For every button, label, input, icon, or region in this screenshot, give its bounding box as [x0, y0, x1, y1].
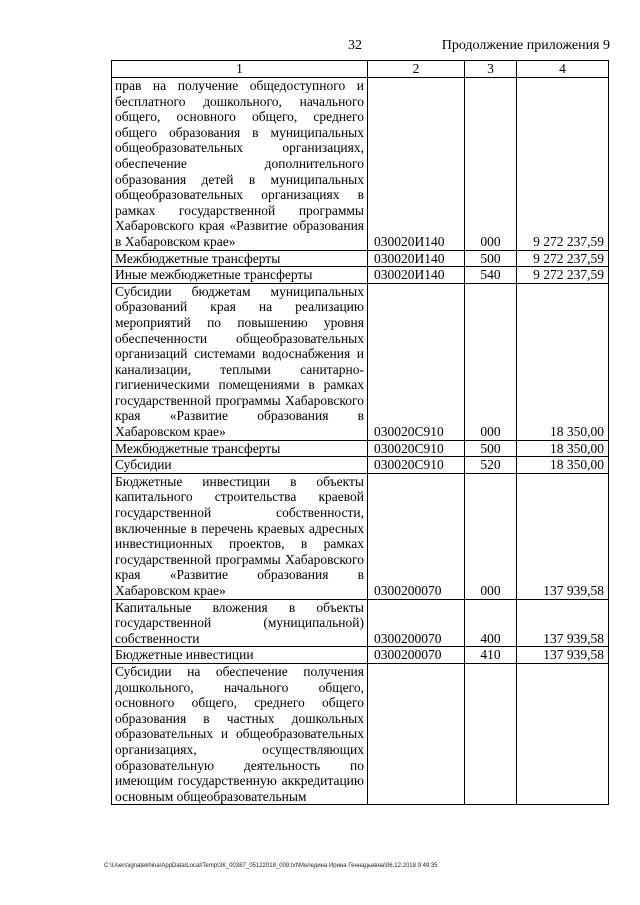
- row-name: Иные межбюджетные трансферты: [112, 267, 368, 284]
- column-header: 2: [368, 61, 465, 78]
- row-name: Бюджетные инвестиции в объекты капитального строительства краевой государственной собственности, включенные в перечень краевых адресных инвестиционных проектов, в рамках государственной программы Хабаровского края «Развитие образования в Хабаровском крае»: [112, 473, 368, 599]
- table-row: [112, 647, 609, 664]
- column-header: 4: [517, 61, 609, 78]
- row-name: Субсидии бюджетам муниципальных образований края на реализацию мероприятий по повышению уровня обеспеченности общеобразовательных организаций системами водоснабжения и канализации, теплыми санитарно-гигиеническими помещениями в рамках государственной программы Хабаровского края «Развитие образования в Хабаровском крае»: [112, 283, 368, 440]
- row-type: 000: [465, 283, 517, 440]
- row-code: 030020И140: [368, 267, 465, 284]
- page-number: 32: [348, 38, 362, 53]
- row-type: 500: [465, 440, 517, 457]
- row-name: Межбюджетные трансферты: [112, 440, 368, 457]
- table-row: [112, 599, 609, 647]
- row-amount: 18 350,00: [517, 440, 609, 457]
- row-name: Субсидии на обеспечение получения дошкольного, начального общего, основного общего, среднего общего образования в частных дошкольных образовательных и общеобразовательных организациях, осуществляющих образовательную деятельность по имеющим государственную аккредитацию основным общеобразовательным: [112, 663, 368, 804]
- table-row: [112, 440, 609, 457]
- table-row: [112, 457, 609, 474]
- row-type: 000: [465, 473, 517, 599]
- row-amount: 9 272 237,59: [517, 267, 609, 284]
- row-amount: 9 272 237,59: [517, 78, 609, 251]
- table-row: [112, 267, 609, 284]
- row-type: 540: [465, 267, 517, 284]
- row-name: Капитальные вложения в объекты государственной (муниципальной) собственности: [112, 599, 368, 647]
- row-code: 030020С910: [368, 457, 465, 474]
- row-name: прав на получение общедоступного и бесплатного дошкольного, начального общего, основного общего, среднего общего образования в муниципальных общеобразовательных организациях, обеспечение дополнительного образования детей в муниципальных общеобразовательных организациях в рамках государственной программы Хабаровского края «Развитие образования в Хабаровском крае»: [112, 78, 368, 251]
- table-row: [112, 473, 609, 599]
- row-code: 0300200070: [368, 473, 465, 599]
- row-type: 520: [465, 457, 517, 474]
- row-type: [465, 663, 517, 804]
- table-header-row: [112, 61, 609, 78]
- row-name: Межбюджетные трансферты: [112, 250, 368, 267]
- table-row: [112, 663, 609, 804]
- table-row: [112, 250, 609, 267]
- row-name: Субсидии: [112, 457, 368, 474]
- row-type: 000: [465, 78, 517, 251]
- column-header: 3: [465, 61, 517, 78]
- row-amount: 18 350,00: [517, 283, 609, 440]
- row-name: Бюджетные инвестиции: [112, 647, 368, 664]
- budget-table: [111, 60, 609, 805]
- row-code: [368, 663, 465, 804]
- row-amount: 137 939,58: [517, 473, 609, 599]
- column-header: 1: [112, 61, 368, 78]
- row-amount: 137 939,58: [517, 599, 609, 647]
- row-type: 400: [465, 599, 517, 647]
- row-amount: [517, 663, 609, 804]
- table-row: [112, 78, 609, 251]
- row-code: 030020С910: [368, 440, 465, 457]
- row-type: 500: [465, 250, 517, 267]
- row-amount: 9 272 237,59: [517, 250, 609, 267]
- row-type: 410: [465, 647, 517, 664]
- table-row: [112, 283, 609, 440]
- row-code: 030020С910: [368, 283, 465, 440]
- continuation-label: Продолжение приложения 9: [441, 38, 610, 53]
- row-amount: 18 350,00: [517, 457, 609, 474]
- row-amount: 137 939,58: [517, 647, 609, 664]
- row-code: 0300200070: [368, 599, 465, 647]
- row-code: 0300200070: [368, 647, 465, 664]
- footer-file-path: C:\Users\ignatekhina\AppData\Local\Temp\ЗК_00387_05122018_009.txt\Меледина Ирина Геннадьевна\06.12.2018 9:49:35: [104, 863, 438, 869]
- row-code: 030020И140: [368, 250, 465, 267]
- row-code: 030020И140: [368, 78, 465, 251]
